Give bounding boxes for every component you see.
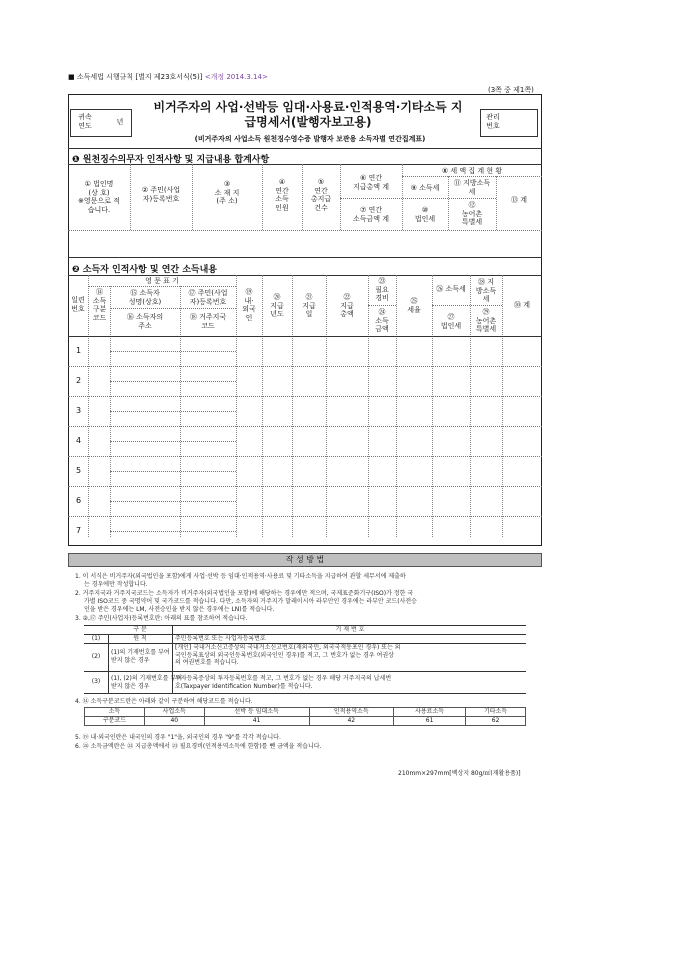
s2-col-tax-rate: ㉕ 세율 (407, 297, 421, 314)
s2-col-pay-year: ⑳ 지급 년도 (270, 293, 284, 318)
s2-col-pay-day: ㉑ 지급 일 (302, 293, 316, 318)
instr-item5: 5. ⑲ 내·외국인란은 내국인의 경우 "1"을, 외국인의 경우 "9"를 각각 적습니다. (75, 734, 281, 741)
instr-item4: 4. ⑭ 소득구분코드란은 아래와 같이 구분하여 해당코드를 적습니다. (75, 698, 253, 705)
instr-item1a: 1. 이 서식은 비거주자(외국법인을 포함)에게 사업·선박 등 임대·인적용역·사용료 및 기타소득을 지급하여 관할 세무서에 제출하 (75, 573, 406, 580)
header-revision: <개정 2014.3.14> (204, 73, 268, 81)
row-half-divider (110, 471, 236, 472)
t3-r2-text: [개인] 국내거소신고증상의 국내거소신고번호(재외국민, 외국국적동포인 경우) 또는 외 국인등록표상의 외국인등록번호(외국인인 경우)를 적고, 그 번호가 없는 경우 여권상 의 여권번호를 적습니다. (175, 644, 401, 666)
income-code-table (84, 707, 526, 726)
s1-col-total-paid: ⑥ 연간 지급총액 계 (352, 174, 390, 191)
row-half-divider (110, 531, 236, 532)
s1-col-count: ⑤ 연간 총지급 건수 (310, 178, 332, 212)
s2-col-serial: 일련 번호 (71, 296, 85, 313)
row-half-divider (110, 381, 236, 382)
form-title: 비거주자의 사업·선박등 임대·사용료·인적용역·기타소득 지 급명세서(발행자보고용) (153, 100, 463, 129)
s2-col-domestic: ⑲ 내· 외국 인 (242, 288, 256, 322)
section1-heading: ❶ 원천징수의무자 인적사항 및 지급내용 합계사항 (72, 155, 270, 165)
instr-item6: 6. ㉔ 소득금액란은 ㉒ 지급총액에서 ㉓ 필요경비(인적용역소득에 한함)를 뺀 금액을 적습니다. (75, 743, 322, 750)
row-number: 3 (76, 406, 82, 415)
instr-item1b: 는 경우에만 작성합니다. (84, 581, 148, 588)
code-table-header: 소득 (85, 708, 145, 717)
s2-col-local-tax: ㉘ 지 방소득 세 (475, 278, 497, 303)
code-table-value: 62 (466, 717, 526, 726)
code-table-header: 사업소득 (144, 708, 204, 717)
s2-col-regno: ⑰ 주민(사업 자)등록번호 (188, 289, 228, 306)
s1-col-address: ③ 소 재 지 (주 소) (214, 180, 240, 205)
s1-col-total-income: ⑦ 연간 소득금액 계 (352, 206, 390, 223)
row-number: 4 (76, 436, 82, 445)
s2-english-header: 영 문 표 기 (145, 277, 179, 285)
code-table-header: 선박 등 임대소득 (204, 708, 309, 717)
s2-col-name: ⑮ 소득자 성명(상호) (128, 289, 162, 306)
s2-col-address: ⑯ 소득자의 주소 (126, 313, 164, 330)
s1-col-income-tax: ⑨ 소득세 (410, 184, 440, 192)
t3-head-category: 구 분 (133, 626, 147, 633)
row-number: 2 (76, 376, 82, 385)
t3-r2-num: (2) (91, 653, 101, 660)
row-half-divider (110, 411, 236, 412)
row-number: 7 (76, 526, 82, 535)
instr-item3: 3. ②,⑰ 주민(사업자)등록번호란: 아래의 표를 참조하여 적습니다. (75, 615, 248, 622)
year-label: 귀속 연도 (78, 113, 92, 130)
section2-heading: ❷ 소득자 인적사항 및 연간 소득내용 (72, 265, 218, 275)
header-law-ref: ■ 소득세법 시행규칙 [별지 제23호서식(5)] <개정 2014.3.14> (68, 73, 268, 81)
s2-col-country-code: ⑱ 거주지국 코드 (189, 313, 227, 330)
instr-item2c: 인을 받은 경우에는 LM, 사전승인을 받지 않은 경우에는 LN)를 적습니다. (84, 606, 275, 613)
year-unit: 년 (116, 118, 124, 126)
row-divider (68, 426, 542, 427)
row-divider (68, 456, 542, 457)
t3-head-number: 기 재 번 호 (335, 626, 365, 633)
row-half-divider (110, 351, 236, 352)
s2-col-corp-tax: ㉗ 법인세 (440, 313, 462, 330)
instr-item2a: 2. 거주지국과 거주지국코드는 소득자가 비거주자(외국법인을 포함)에 해당하는 경우에만 적으며, 국제표준화기구(ISO)가 정한 국 (75, 590, 414, 597)
code-table-value: 42 (309, 717, 393, 726)
s1-tax-header: ⑧ 세 액 집 계 현 황 (441, 167, 503, 175)
s1-col-regno: ② 주민(사업 자)등록번호 (141, 186, 181, 203)
row-number: 6 (76, 496, 82, 505)
row-number: 5 (76, 466, 82, 475)
row-half-divider (110, 441, 236, 442)
row-divider (68, 396, 542, 397)
row-divider (68, 486, 542, 487)
mgmt-no-label: 관리 번호 (486, 113, 500, 130)
t3-r1-text: 주민등록번호 또는 사업자등록번호 (175, 635, 266, 642)
code-table-header: 인적용역소득 (309, 708, 393, 717)
s1-col-local-tax: ⑪ 지방소득 세 (453, 179, 491, 196)
s2-col-total: ㉚ 계 (514, 301, 530, 309)
row-divider (68, 366, 542, 367)
s2-col-pay-total: ㉒ 지급 총액 (340, 293, 354, 318)
instructions-heading: 작 성 방 법 (68, 553, 542, 567)
s2-col-income-code: ⑭ 소득 구분 코드 (92, 288, 107, 322)
s1-col-rural-tax: ⑫ 농어촌 특별세 (461, 201, 483, 226)
row-half-divider (110, 501, 236, 502)
t3-r3-num: (3) (91, 678, 101, 685)
s2-col-expense: ㉓ 필요 경비 (375, 277, 389, 302)
row-divider (68, 516, 542, 517)
t3-r3-text: 투자등록증상의 투자등록번호를 적고, 그 번호가 없는 경우 해당 거주지국의 납세번 호(Taxpayer Identification Number)를 적습니다. (175, 675, 392, 690)
instr-item2b: 가별 ISO코드 중 국명약어 및 국가코드를 적습니다. 다만, 소득자의 거주지가 말레이시아 라부안인 경우에는 라부안 코드(사전승 (84, 598, 417, 605)
page-count: (3쪽 중 제1쪽) (488, 86, 534, 94)
s1-col-total: ⑬ 계 (511, 196, 527, 204)
form-subtitle: (비거주자의 사업소득 원천징수영수증 발행자 보관용 소득자별 연간집계표) (194, 135, 426, 143)
code-table-header: 기타소득 (466, 708, 526, 717)
paper-spec: 210mm×297mm[백상지 80g/㎡(재활용품)] (398, 770, 521, 777)
t3-r1-num: (1) (91, 635, 101, 642)
s1-col-corp-tax: ⑩ 법인세 (414, 206, 436, 223)
code-table-value: 구분코드 (85, 717, 145, 726)
code-table-value: 61 (394, 717, 466, 726)
code-table-value: 41 (204, 717, 309, 726)
code-table-value: 40 (144, 717, 204, 726)
t3-r3-label: (1), (2)의 기재번호를 부여 받지 않은 경우 (111, 675, 182, 690)
s1-col-company: ① 법인명 (상 호) ※영문으로 적 습니다. (78, 180, 120, 214)
t3-r2-label: (1)의 기재번호를 부여 받지 않은 경우 (111, 649, 170, 664)
s2-col-income-amount: ㉔ 소득 금액 (375, 308, 389, 333)
s2-col-income-tax: ㉖ 소득세 (436, 285, 466, 293)
row-number: 1 (76, 346, 82, 355)
t3-r1-label: 원 칙 (133, 635, 147, 642)
s2-col-rural-tax: ㉙ 농어촌 특별세 (475, 308, 497, 333)
code-table-header: 사용료소득 (394, 708, 466, 717)
s1-col-persons: ④ 연간 소득 인원 (275, 178, 289, 212)
